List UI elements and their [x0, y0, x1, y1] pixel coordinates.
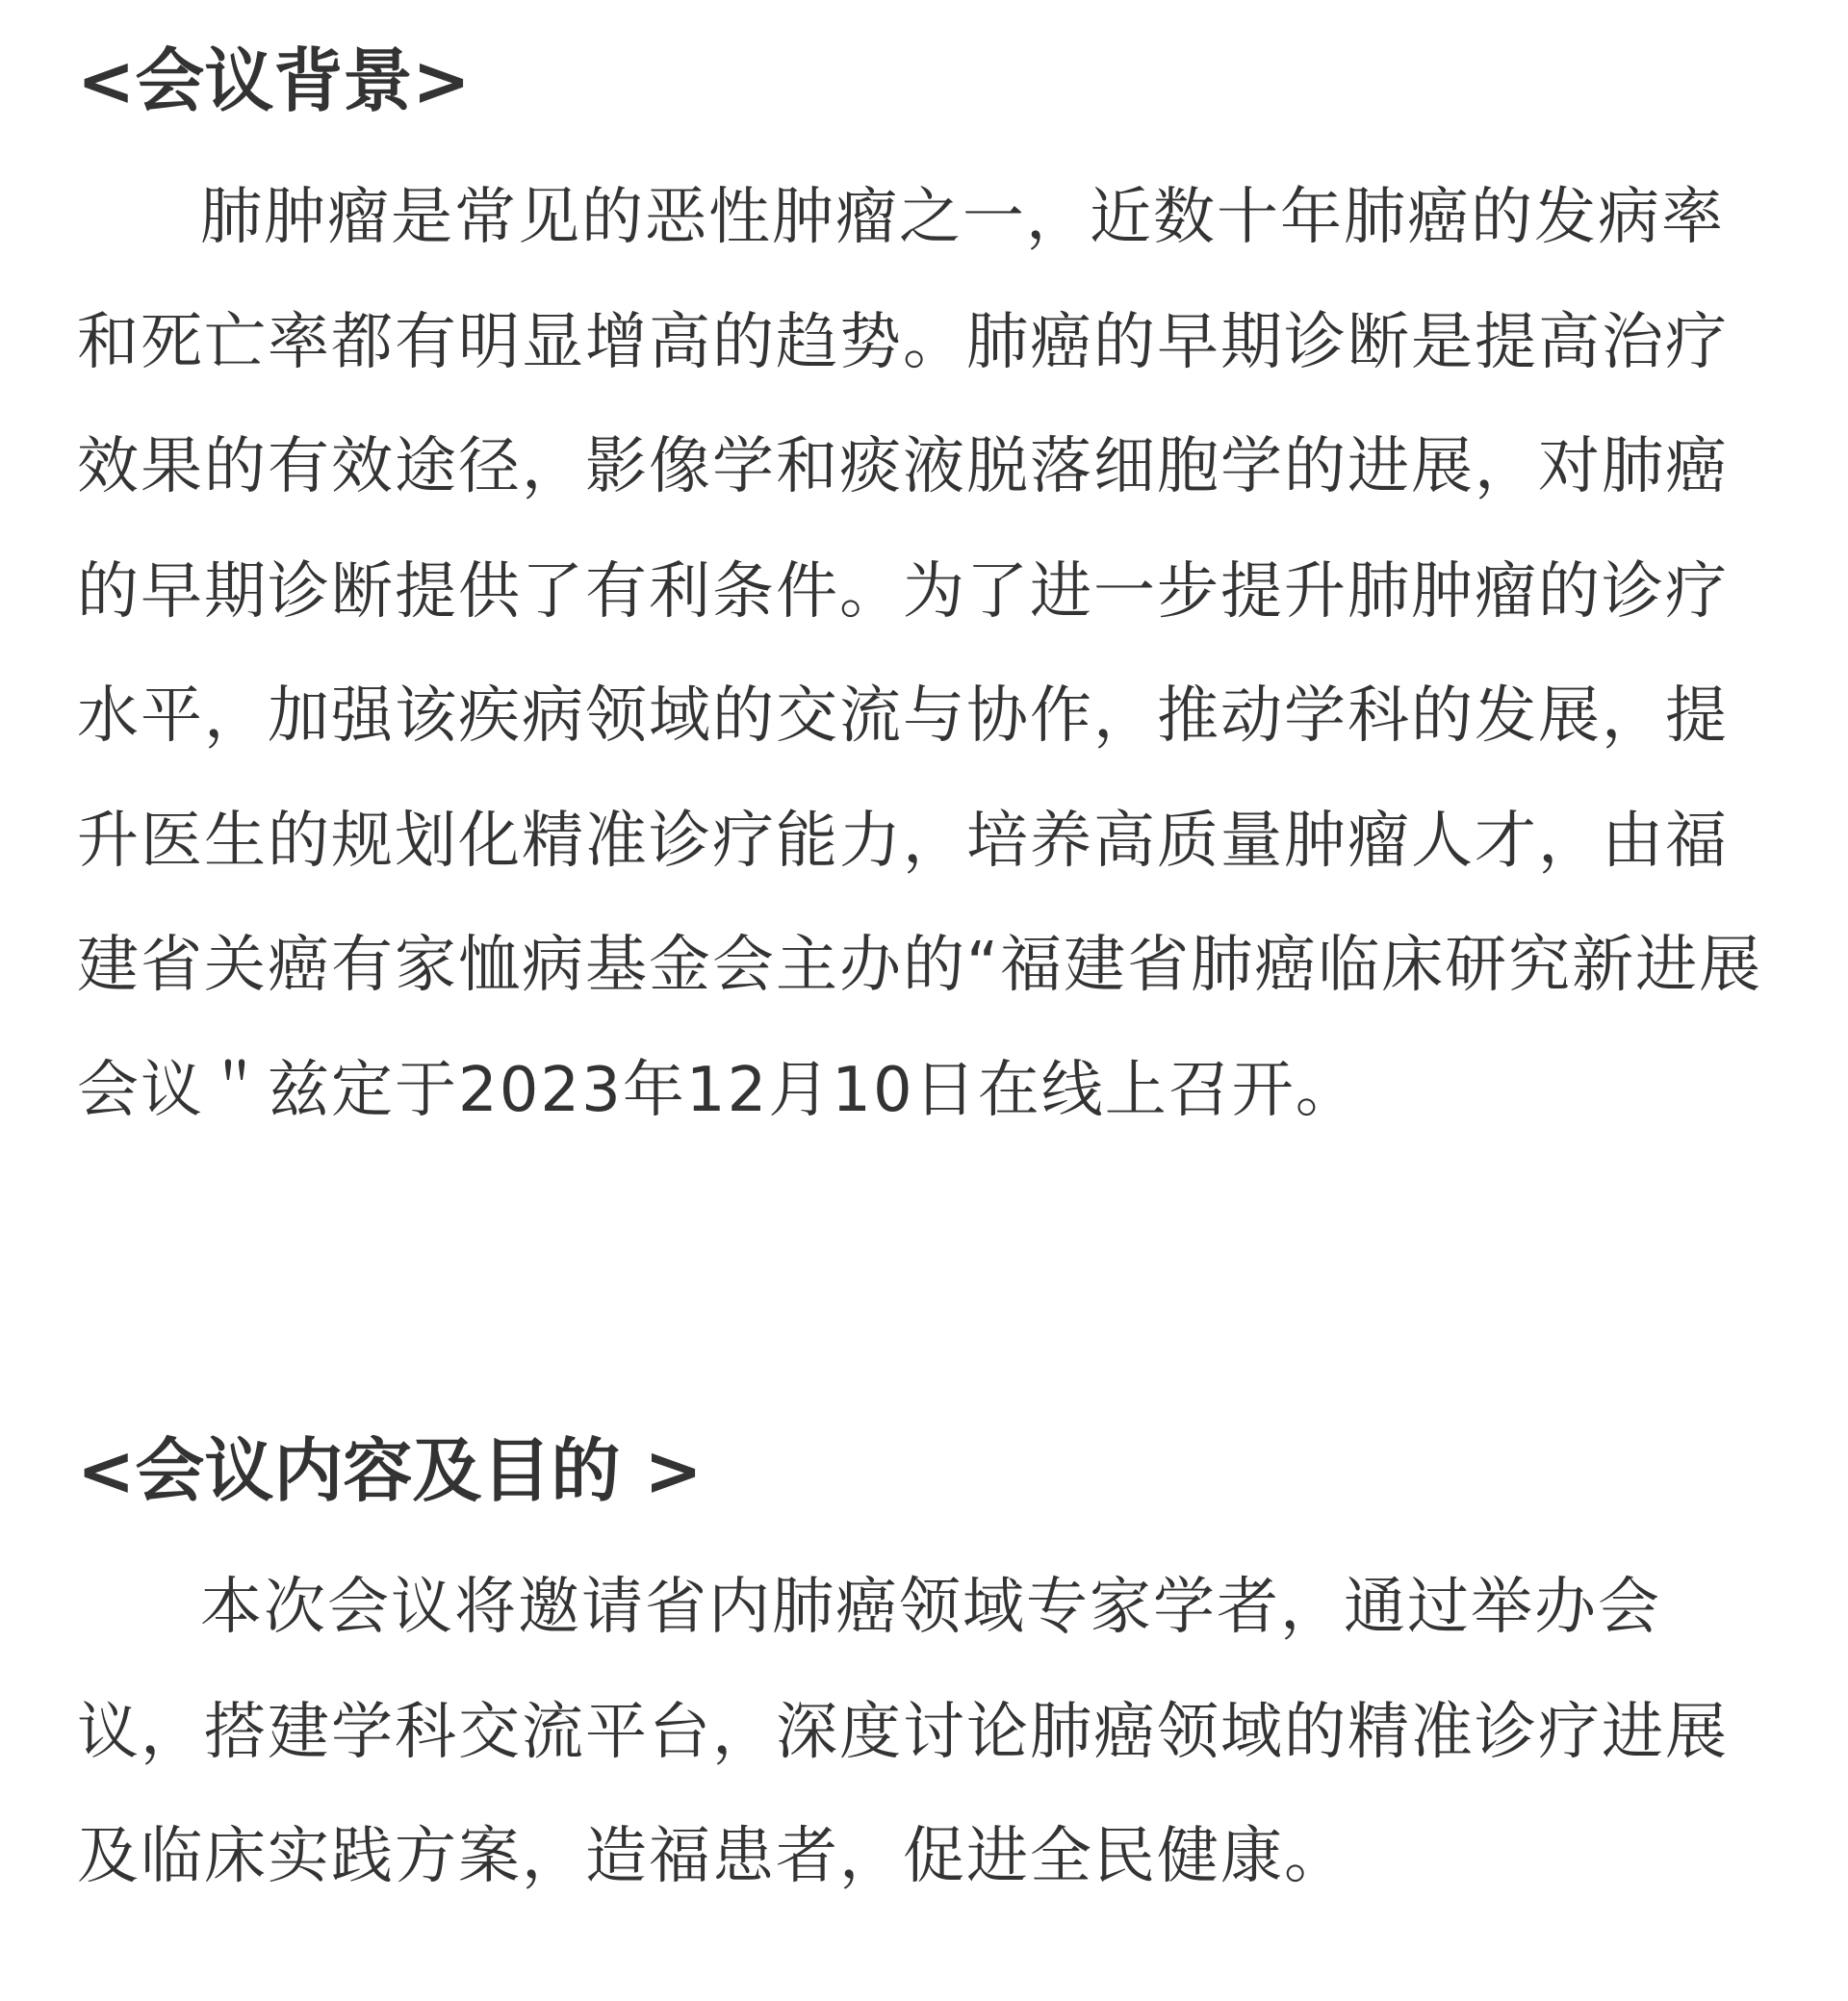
meeting-background-heading: <会议背景> [77, 40, 471, 121]
meeting-content-heading: <会议内容及目的 > [77, 1430, 703, 1511]
meeting-content-section [77, 1424, 1771, 1920]
meeting-background-section [77, 35, 1771, 1153]
meeting-background-paragraph: 肺肿瘤是常见的恶性肿瘤之一，近数十年肺癌的发病率和死亡率都有明显增高的趋势。肺癌的早期诊断是提高治疗效果的有效途径，影像学和痰液脱落细胞学的进展，对肺癌的早期诊断提供了有利条件。为了进一步提升肺肿瘤的诊疗水平，加强该疾病领域的交流与协作，推动学科的发展，提升医生的规划化精准诊疗能力，培养高质量肿瘤人才，由福建省关癌有家恤病基金会主办的“福建省肺癌临床研究新进展会议＂兹定于2023年12月10日在线上召开。 [77, 182, 1763, 1126]
meeting-content-paragraph: 本次会议将邀请省内肺癌领域专家学者，通过举办会议，搭建学科交流平台，深度讨论肺癌领域的精准诊疗进展及临床实践方案，造福患者，促进全民健康。 [77, 1572, 1729, 1892]
